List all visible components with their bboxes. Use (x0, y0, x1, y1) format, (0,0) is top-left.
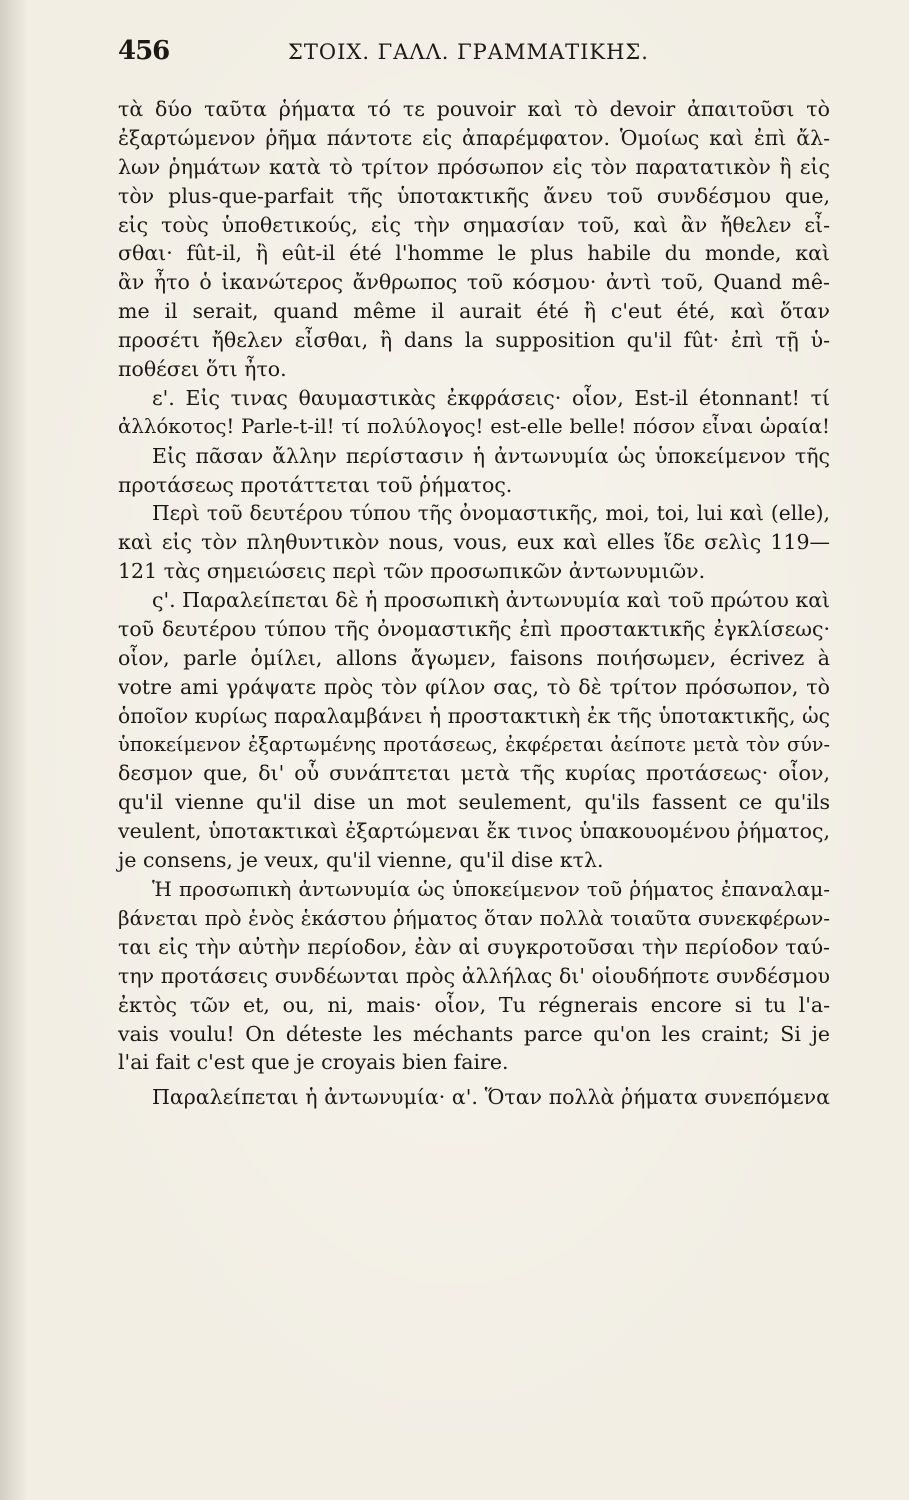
text-line: Εἰς πᾶσαν ἄλλην περίστασιν ἡ ἀντωνυμία ὡς ὑποκείμενον τῆς (152, 443, 830, 468)
text-line: τὰ δύο ταῦτα ῥήματα τό τε pouvoir καὶ τὸ devoir ἀπαιτοῦσι τὸ (118, 97, 830, 121)
text-line: vais voulu! On déteste les méchants parce qu'on les craint; Si je (118, 1021, 830, 1046)
text-line: 121 τὰς σημειώσεις περὶ τῶν προσωπικῶν ἀντωνυμιῶν. (118, 559, 706, 584)
text-line: ὑποκείμενον ἐξαρτωμένης προτάσεως, ἐκφέρεται ἀείποτε μετὰ τὸν σύν- (118, 732, 830, 756)
text-line: δεσμον que, δι' οὗ συνάπτεται μετὰ τῆς κυρίας προτάσεως· οἷον, (118, 761, 830, 786)
page-header (118, 36, 828, 76)
text-line: καὶ εἰς τὸν πληθυντικὸν nous, vous, eux καὶ elles ἴδε σελὶς 119— (118, 530, 830, 555)
page-gutter-shadow (0, 0, 28, 1500)
text-line: ποθέσει ὅτι ἦτο. (118, 357, 287, 382)
page-number: 456 (118, 36, 170, 66)
text-line: ε'. Εἰς τινας θαυμαστικὰς ἐκφράσεις· οἷον, Est-il étonnant! τί (152, 385, 830, 410)
text-line: Παραλείπεται ἡ ἀντωνυμία· α'. Ὅταν πολλὰ ῥήματα συνεπόμενα (152, 1085, 830, 1110)
text-body (118, 95, 830, 1112)
text-line: τὸν plus-que-parfait τῆς ὑποτακτικῆς ἄνευ τοῦ συνδέσμου que, (118, 183, 830, 208)
text-line: ἐξαρτώμενον ῥῆμα πάντοτε εἰς ἀπαρέμφατον. Ὁμοίως καὶ ἐπὶ ἄλ- (118, 125, 830, 150)
text-line: veulent, ὑποτακτικαὶ ἐξαρτώμεναι ἔκ τινος ὑπακουομένου ῥήματος, (118, 819, 830, 844)
text-line: qu'il vienne qu'il dise un mot seulement, qu'ils fassent ce qu'ils (118, 790, 830, 815)
text-line: ἐκτὸς τῶν et, ou, ni, mais· οἷον, Tu régnerais encore si tu l'a- (118, 992, 830, 1017)
text-line: ς'. Παραλείπεται δὲ ἡ προσωπικὴ ἀντωνυμία καὶ τοῦ πρώτου καὶ (152, 588, 831, 613)
text-line: ἂν ἦτο ὁ ἱκανώτερος ἄνθρωπος τοῦ κόσμου· ἀντὶ τοῦ, Quand mê- (118, 270, 830, 295)
text-line: ἀλλόκοτος! Parle-t-il! τί πολύλογος! est-elle belle! πόσον εἶναι ὡραία! (118, 414, 830, 438)
text-line: τοῦ δευτέρου τύπου τῆς ὀνομαστικῆς ἐπὶ προστακτικῆς ἐγκλίσεως· (118, 617, 830, 642)
text-line: εἰς τοὺς ὑποθετικούς, εἰς τὴν σημασίαν τοῦ, καὶ ἂν ἤθελεν εἶ- (118, 212, 830, 237)
text-line: προτάσεως προτάττεται τοῦ ῥήματος. (118, 472, 513, 497)
text-line: Περὶ τοῦ δευτέρου τύπου τῆς ὀνομαστικῆς, moi, toi, lui καὶ (elle), (152, 501, 830, 526)
text-line: βάνεται πρὸ ἑνὸς ἑκάστου ῥήματος ὅταν πολλὰ τοιαῦτα συνεκφέρων- (118, 905, 830, 930)
text-line: την προτάσεις συνδέωνται πρὸς ἀλλήλας δι' οἱουδήποτε συνδέσμου (118, 963, 830, 988)
text-line: σθαι· fût-il, ἢ eût-il été l'homme le plus habile du monde, καὶ (118, 241, 830, 266)
text-line: votre ami γράψατε πρὸς τὸν φίλον σας, τὸ δὲ τρίτον πρόσωπον, τὸ (118, 674, 830, 699)
text-line: ται εἰς τὴν αὐτὴν περίοδον, ἐὰν αἱ συγκροτοῦσαι τὴν περίοδον ταύ- (118, 934, 830, 959)
text-line: je consens, je veux, qu'il vienne, qu'il dise κτλ. (118, 848, 604, 873)
running-head: ΣΤΟΙΧ. ΓΑΛΛ. ΓΡΑΜΜΑΤΙΚΗΣ. (288, 40, 649, 64)
text-line: me il serait, quand même il aurait été ἢ c'eut été, καὶ ὅταν (118, 299, 830, 324)
text-line: λων ῥημάτων κατὰ τὸ τρίτον πρόσωπον εἰς τὸν παρατατικὸν ἢ εἰς (118, 154, 830, 179)
text-line: l'ai fait c'est que je croyais bien faire. (118, 1050, 509, 1075)
text-line: Ἡ προσωπικὴ ἀντωνυμία ὡς ὑποκείμενον τοῦ ῥήματος ἐπαναλαμ- (152, 877, 830, 902)
text-line: ὁποῖον κυρίως παραλαμβάνει ἡ προστακτικὴ ἐκ τῆς ὑποτακτικῆς, ὡς (118, 703, 830, 728)
text-line: οἷον, parle ὁμίλει, allons ἄγωμεν, faisons ποιήσωμεν, écrivez à (118, 645, 830, 670)
text-line: προσέτι ἤθελεν εἶσθαι, ἢ dans la supposition qu'il fût· ἐπὶ τῇ ὑ- (118, 328, 830, 353)
